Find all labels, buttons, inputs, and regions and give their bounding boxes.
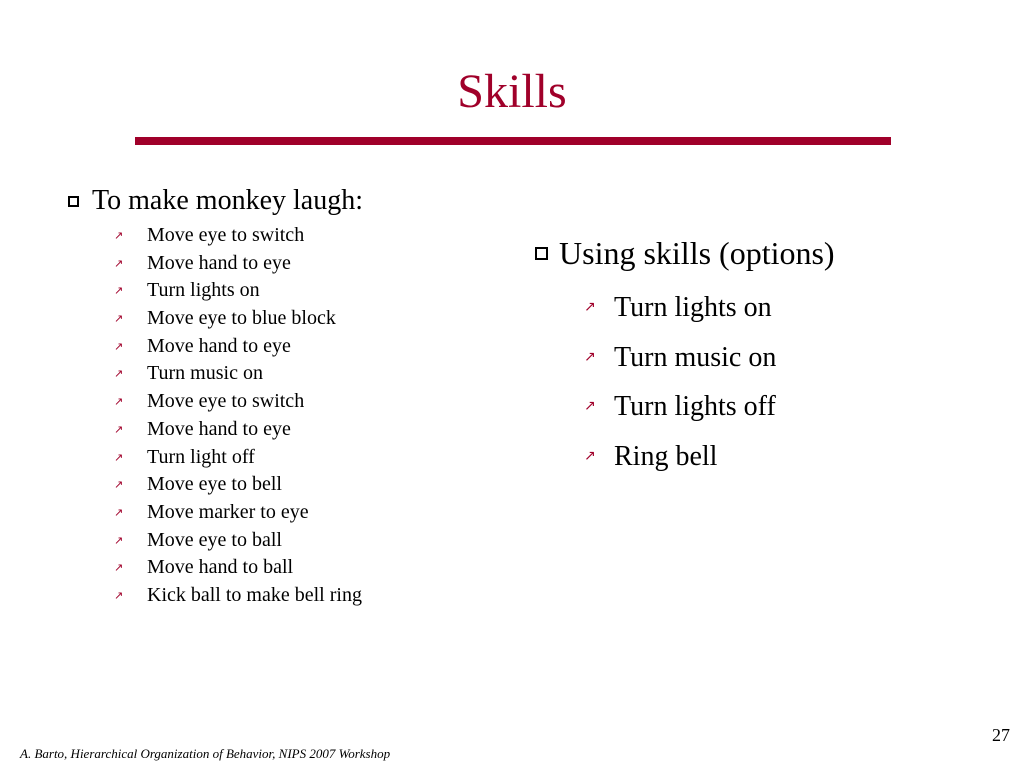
- list-item-text: Turn lights on: [614, 292, 772, 323]
- left-bullet: [68, 184, 363, 218]
- list-item: [584, 432, 776, 482]
- northeast-arrow-icon: ↗: [114, 339, 124, 353]
- list-item: [114, 582, 362, 610]
- list-item-text: Move hand to eye: [147, 334, 291, 357]
- list-item-text: Move eye to blue block: [147, 307, 336, 330]
- list-item: [584, 333, 776, 383]
- list-item: [114, 499, 362, 527]
- list-item: [114, 250, 362, 278]
- page-number: 27: [992, 725, 1010, 745]
- left-heading: To make monkey laugh:: [92, 185, 363, 216]
- northeast-arrow-icon: ↗: [114, 450, 124, 464]
- northeast-arrow-icon: ↗: [114, 422, 124, 436]
- northeast-arrow-icon: ↗: [584, 398, 596, 414]
- slide-title: Skills: [457, 65, 567, 118]
- northeast-arrow-icon: ↗: [114, 256, 124, 270]
- list-item: [114, 527, 362, 555]
- list-item-text: Move eye to bell: [147, 473, 282, 496]
- northeast-arrow-icon: ↗: [584, 447, 596, 464]
- list-item-text: Turn lights on: [147, 279, 260, 302]
- northeast-arrow-icon: ↗: [584, 348, 596, 365]
- northeast-arrow-icon: ↗: [114, 533, 124, 547]
- list-item: [114, 444, 362, 472]
- list-item-text: Turn light off: [147, 445, 255, 468]
- list-item: [114, 416, 362, 444]
- list-item: [114, 471, 362, 499]
- list-item: [114, 222, 362, 250]
- hollow-square-icon: [535, 247, 548, 260]
- right-bullet: [535, 234, 835, 272]
- list-item-text: Move hand to eye: [147, 251, 291, 274]
- list-item-text: Move eye to switch: [147, 224, 305, 246]
- northeast-arrow-icon: ↗: [114, 229, 124, 242]
- list-item: [114, 333, 362, 361]
- left-sub-list: [114, 222, 362, 610]
- list-item: [114, 388, 362, 416]
- northeast-arrow-icon: ↗: [114, 478, 124, 492]
- list-item-text: Move hand to ball: [147, 556, 294, 579]
- list-item-text: Ring bell: [614, 440, 718, 472]
- list-item-text: Move marker to eye: [147, 500, 309, 523]
- list-item-text: Move hand to eye: [147, 417, 291, 440]
- title-underline: [135, 137, 891, 145]
- northeast-arrow-icon: ↗: [114, 284, 124, 298]
- list-item: [114, 554, 362, 582]
- list-item: [584, 382, 776, 432]
- northeast-arrow-icon: ↗: [114, 588, 124, 602]
- right-heading: Using skills (options): [559, 235, 835, 271]
- northeast-arrow-icon: ↗: [114, 312, 124, 326]
- footer-citation: A. Barto, Hierarchical Organization of Behavior, NIPS 2007 Workshop: [20, 746, 391, 761]
- list-item-text: Turn lights off: [614, 391, 776, 422]
- list-item: [584, 283, 776, 333]
- list-item: [114, 305, 362, 333]
- list-item-text: Turn music on: [614, 341, 777, 373]
- list-item-text: Kick ball to make bell ring: [147, 583, 362, 606]
- northeast-arrow-icon: ↗: [114, 367, 124, 381]
- list-item-text: Move eye to ball: [147, 528, 282, 551]
- northeast-arrow-icon: ↗: [114, 561, 124, 575]
- list-item-text: Move eye to switch: [147, 390, 305, 413]
- right-sub-list: [584, 283, 776, 481]
- northeast-arrow-icon: ↗: [114, 505, 124, 519]
- northeast-arrow-icon: ↗: [114, 395, 124, 409]
- list-item: [114, 277, 362, 305]
- northeast-arrow-icon: ↗: [584, 299, 596, 315]
- hollow-square-icon: [68, 196, 79, 207]
- list-item-text: Turn music on: [147, 362, 263, 385]
- list-item: [114, 360, 362, 388]
